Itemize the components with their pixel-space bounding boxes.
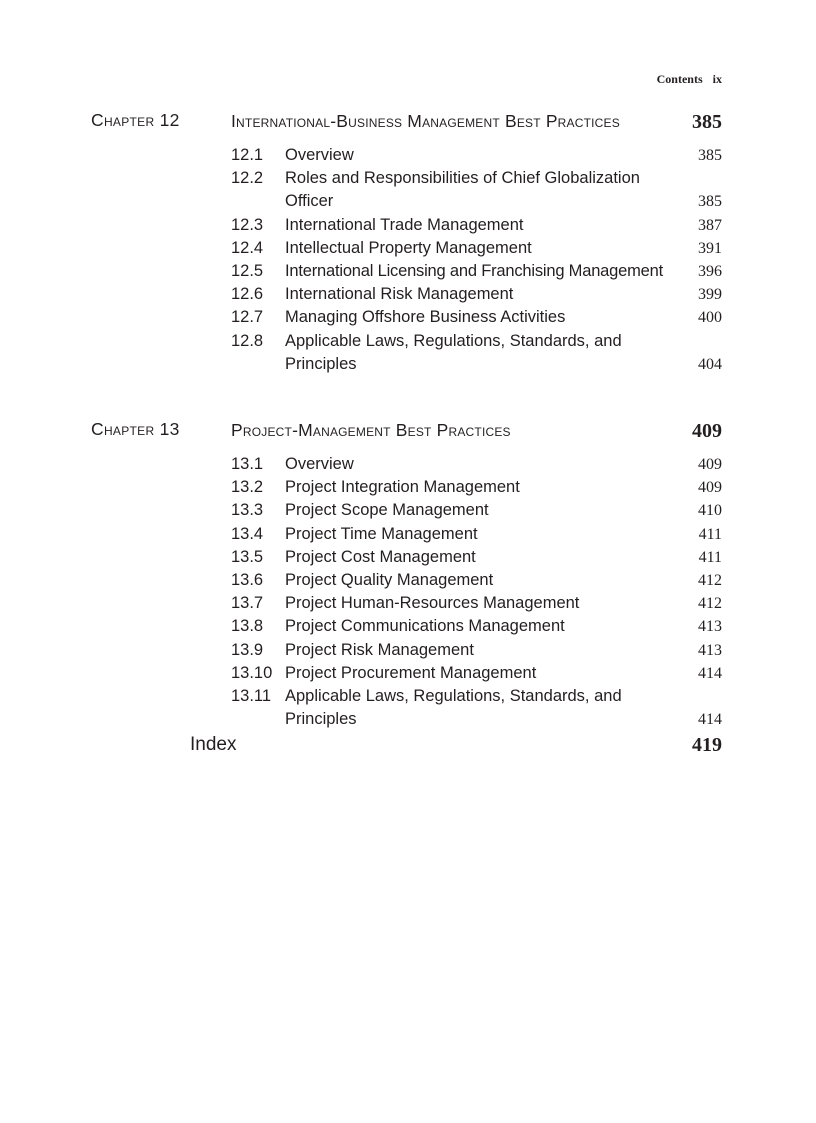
- chapter-13-entry: [91, 419, 722, 731]
- chapter-title: Project-Management Best Practices: [231, 420, 511, 440]
- toc-entry[interactable]: [231, 685, 722, 731]
- section-number: 12.8: [231, 331, 264, 350]
- section-list: [231, 144, 722, 376]
- section-number: 13.3: [231, 501, 264, 520]
- section-number: 13.10: [231, 663, 273, 682]
- section-number: 12.7: [231, 308, 264, 327]
- section-title: Project Risk Management: [285, 640, 474, 659]
- toc-entry[interactable]: [231, 214, 722, 237]
- section-number: 12.3: [231, 215, 264, 234]
- section-title: Roles and Responsibilities of Chief Globalization Officer: [285, 169, 640, 211]
- section-number: 12.1: [231, 146, 264, 164]
- section-number: 13.4: [231, 524, 264, 543]
- chapter-12-entry: [91, 110, 722, 376]
- section-page-number: 411: [698, 548, 722, 566]
- section-title: Project Integration Management: [285, 478, 520, 497]
- toc-entry[interactable]: [231, 330, 722, 376]
- section-page-number: 409: [698, 456, 722, 473]
- chapter-title: International-Business Management Best Practices: [231, 111, 620, 131]
- section-number: 13.1: [231, 455, 264, 473]
- section-number: 12.5: [231, 262, 264, 281]
- section-page-number: 414: [698, 664, 722, 682]
- section-page-number: 410: [698, 502, 722, 520]
- section-number: 13.8: [231, 617, 264, 636]
- section-page-number: 412: [698, 572, 722, 590]
- running-head-label: Contents: [656, 72, 703, 86]
- section-number: 12.4: [231, 238, 264, 257]
- section-page-number: 399: [698, 286, 722, 304]
- section-page-number: 391: [698, 239, 722, 257]
- toc-entry[interactable]: [231, 476, 722, 499]
- section-title: International Trade Management: [285, 215, 524, 234]
- section-title: Applicable Laws, Regulations, Standards, and Principles: [285, 331, 622, 373]
- section-page-number: 385: [698, 193, 722, 211]
- section-number: 13.7: [231, 594, 264, 613]
- section-page-number: 385: [698, 147, 722, 164]
- running-head: [0, 72, 722, 87]
- section-title: Managing Offshore Business Activities: [285, 308, 566, 327]
- section-page-number: 411: [698, 525, 722, 543]
- toc-entry[interactable]: [231, 306, 722, 329]
- section-title: International Risk Management: [285, 285, 514, 304]
- section-page-number: 404: [698, 355, 722, 373]
- section-number: 13.11: [231, 687, 272, 706]
- section-title: Intellectual Property Management: [285, 238, 532, 257]
- section-title: Project Communications Management: [285, 617, 565, 636]
- toc-entry[interactable]: [231, 639, 722, 662]
- section-title: Overview: [285, 146, 354, 164]
- toc-entry[interactable]: [231, 237, 722, 260]
- toc-entry[interactable]: [231, 569, 722, 592]
- toc-entry[interactable]: [231, 523, 722, 546]
- chapter-label: Chapter 13: [91, 419, 180, 439]
- toc-entry[interactable]: [231, 662, 722, 685]
- section-page-number: 396: [698, 263, 722, 281]
- index-page-number: 419: [692, 734, 722, 756]
- section-title: Project Time Management: [285, 524, 478, 543]
- section-page-number: 409: [698, 479, 722, 497]
- toc-entry[interactable]: [231, 546, 722, 569]
- section-title: Project Scope Management: [285, 501, 489, 520]
- section-page-number: 387: [698, 216, 722, 234]
- section-page-number: 413: [698, 618, 722, 636]
- toc-entry[interactable]: [231, 167, 722, 213]
- section-number: 12.2: [231, 169, 264, 188]
- chapter-page-number: 409: [692, 420, 722, 442]
- section-title: Project Procurement Management: [285, 663, 537, 682]
- section-title: Project Quality Management: [285, 571, 494, 590]
- section-number: 13.6: [231, 571, 264, 590]
- section-number: 13.2: [231, 478, 264, 497]
- toc-entry[interactable]: [231, 615, 722, 638]
- toc-entry[interactable]: [231, 453, 722, 476]
- section-number: 13.9: [231, 640, 264, 659]
- section-list: [231, 453, 722, 731]
- toc-entry[interactable]: [231, 592, 722, 615]
- chapter-heading[interactable]: [91, 110, 722, 133]
- index-label: Index: [190, 734, 237, 755]
- section-number: 13.5: [231, 547, 264, 566]
- section-title: Overview: [285, 455, 354, 473]
- section-page-number: 413: [698, 641, 722, 659]
- toc-entry[interactable]: [231, 144, 722, 167]
- index-entry[interactable]: [190, 734, 722, 756]
- toc-entry[interactable]: [231, 499, 722, 522]
- chapter-heading[interactable]: [91, 419, 722, 442]
- section-page-number: 412: [698, 595, 722, 613]
- chapter-label: Chapter 12: [91, 110, 180, 130]
- section-page-number: 400: [698, 309, 722, 327]
- running-head-page-number: ix: [712, 72, 722, 86]
- section-title: Project Cost Management: [285, 547, 476, 566]
- chapter-page-number: 385: [692, 111, 722, 133]
- section-page-number: 414: [698, 711, 722, 729]
- section-title: Project Human-Resources Management: [285, 594, 580, 613]
- section-title: Applicable Laws, Regulations, Standards, and Principles: [285, 687, 622, 729]
- toc-entry[interactable]: [231, 260, 722, 283]
- toc-entry[interactable]: [231, 283, 722, 306]
- section-number: 12.6: [231, 285, 264, 304]
- section-title: International Licensing and Franchising Management: [285, 262, 663, 281]
